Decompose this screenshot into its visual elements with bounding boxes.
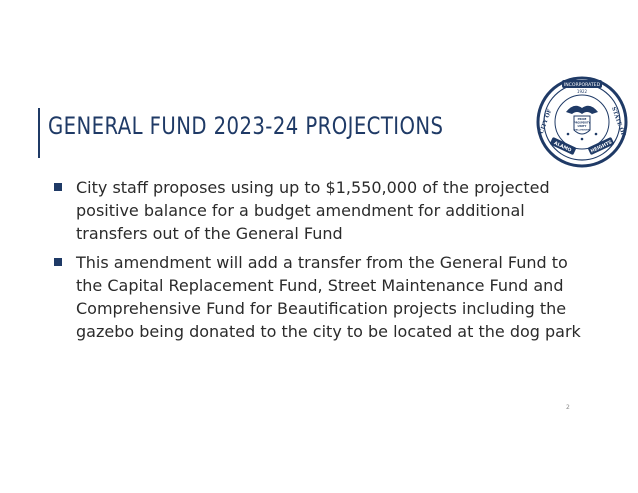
seal-bottom-right: HEIGHTS [590, 140, 613, 155]
bullet-item [54, 176, 594, 245]
slide-title: GENERAL FUND 2023-24 PROJECTIONS [48, 112, 444, 140]
square-bullet-icon [54, 258, 62, 266]
bullet-list [54, 176, 594, 349]
city-seal-icon [532, 72, 632, 172]
seal-bottom-left: ALAMO [552, 141, 572, 154]
seal-left-text: CITY OF [538, 108, 554, 135]
bullet-text: This amendment will add a transfer from the General Fund to the Capital Replacement Fund, Street Maintenance Fund and Comprehensive Fund for Beautification projects including the gazebo being donated to the city to be located at the dog park [76, 253, 581, 341]
seal-motto-1: PRIDE [577, 118, 587, 121]
page-number: 2 [566, 404, 570, 411]
seal-top-text: INCORPORATED [563, 83, 601, 88]
square-bullet-icon [54, 183, 62, 191]
bullet-text: City staff proposes using up to $1,550,000 of the projected positive balance for a budget amendment for additional transfers out of the General Fund [76, 178, 550, 243]
bullet-item [54, 251, 594, 343]
seal-motto-4: FELLOWSHIP [574, 129, 590, 132]
seal-year: 1922 [576, 89, 588, 94]
seal-motto-3: UNITY [577, 125, 587, 128]
seal-motto-2: PROSPERITY [573, 121, 591, 125]
title-accent-bar [38, 108, 40, 158]
seal-right-text: STATE OF [609, 106, 626, 138]
